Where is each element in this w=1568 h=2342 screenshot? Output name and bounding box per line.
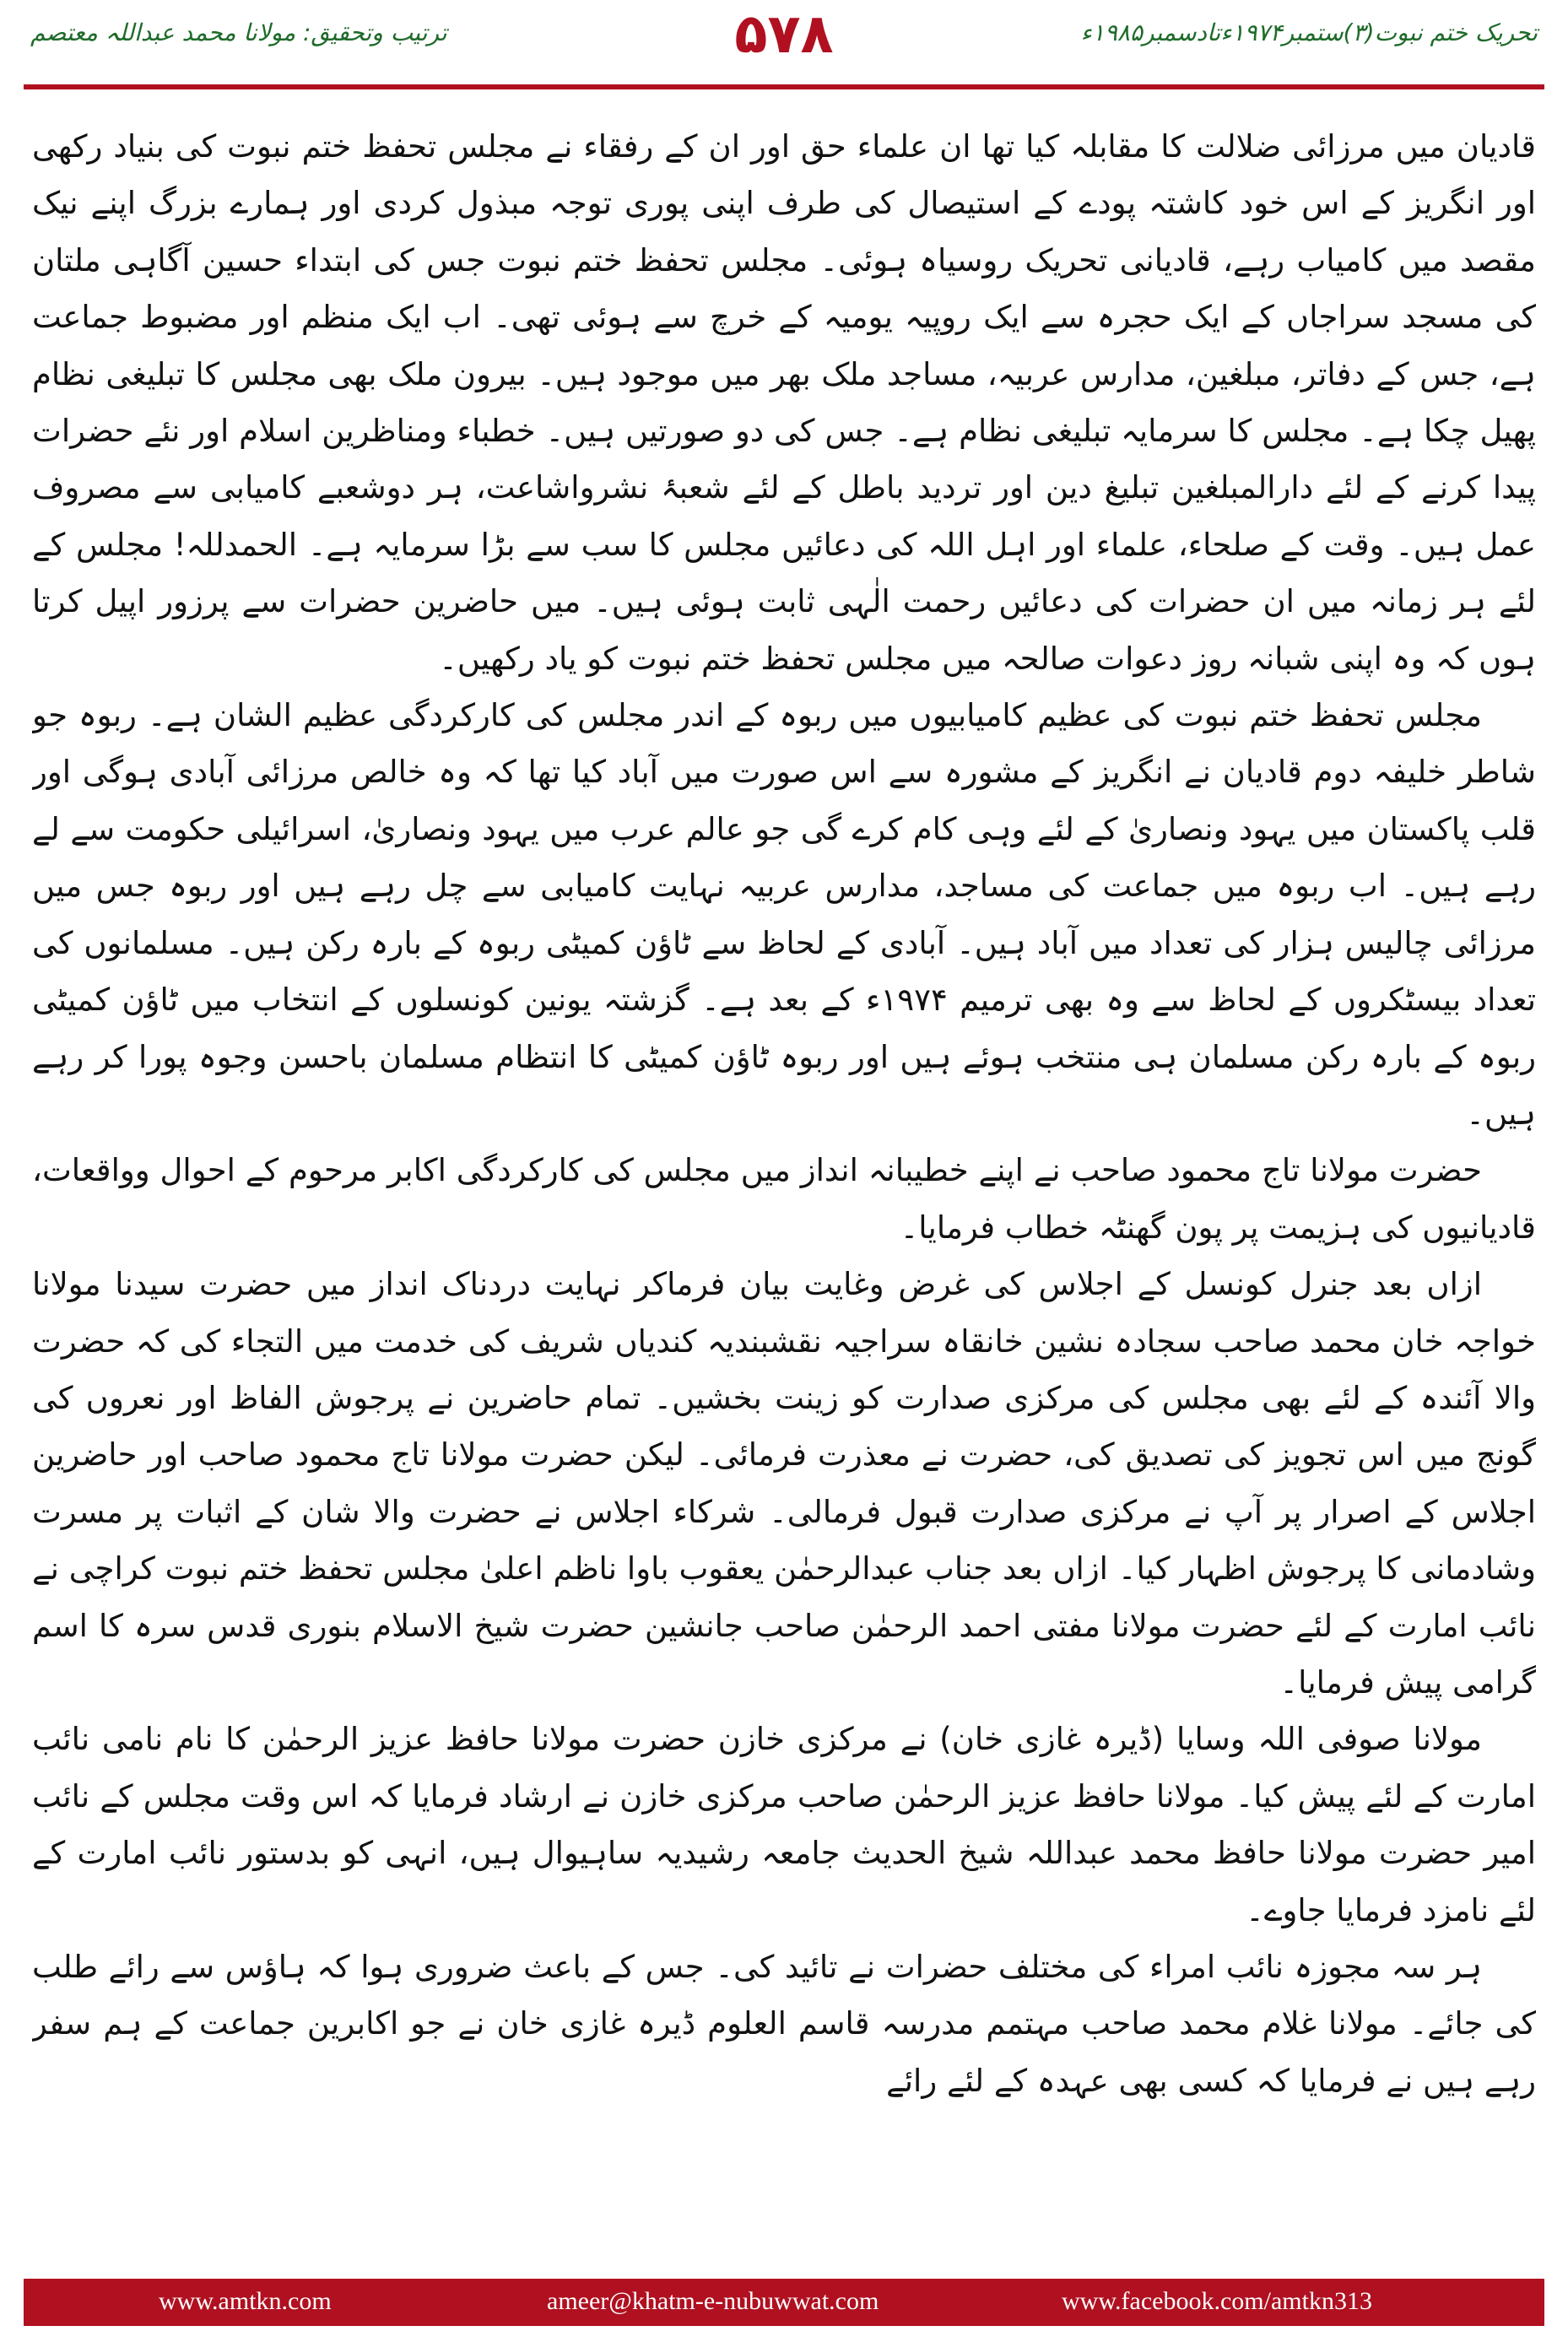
book-title: تحریک ختم نبوت(۳)ستمبر۱۹۷۴ءتادسمبر۱۹۸۵ء — [1080, 19, 1538, 46]
compiler-credit: ترتیب وتحقیق: مولانا محمد عبداللہ معتصم — [30, 19, 447, 46]
email-link[interactable]: ameer@khatm-e-nubuwwat.com — [547, 2287, 879, 2315]
page-number: ۵۷۸ — [734, 3, 834, 66]
paragraph: حضرت مولانا تاج محمود صاحب نے اپنے خطیبانہ انداز میں مجلس کی کارکردگی اکابر مرحوم کے احوال وواقعات، قادیانیوں کی ہزیمت پر پون گھنٹہ خطاب فرمایا۔ — [32, 1152, 1536, 1246]
page-header — [0, 0, 1568, 100]
paragraph: مجلس تحفظ ختم نبوت کی عظیم کامیابیوں میں ربوہ کے اندر مجلس کی کارکردگی عظیم الشان ہے۔ ربوہ جو شاطر خلیفہ دوم قادیان نے انگریز کے مشورہ سے اس صورت میں آباد کیا تھا کہ وہ خالص مرزائی آبادی ہوگی اور قلب پاکستان میں یہود ونصاریٰ کے لئے وہی کام کرے گی جو عالم عرب میں یہود ونصاریٰ، اسرائیلی حکومت سے لے رہے ہیں۔ اب ربوہ میں جماعت کی مساجد، مدارس عربیہ نہایت کامیابی سے چل رہے ہیں اور ربوہ جس میں مرزائی چالیس ہزار کی تعداد میں آباد ہیں۔ آبادی کے لحاظ سے ٹاؤن کمیٹی ربوہ کے بارہ رکن ہیں۔ مسلمانوں کی تعداد بیسٹکروں کے لحاظ سے وہ بھی ترمیم ۱۹۷۴ء کے بعد ہے۔ گزشتہ یونین کونسلوں کے انتخاب میں ٹاؤن کمیٹی ربوہ کے بارہ رکن مسلمان ہی منتخب ہوئے ہیں اور ربوہ ٹاؤن کمیٹی کا انتظام مسلمان باحسن وجوہ پورا کر رہے ہیں۔ — [32, 697, 1536, 1132]
paragraph: ازاں بعد جنرل کونسل کے اجلاس کی غرض وغایت بیان فرماکر نہایت دردناک انداز میں حضرت سیدنا مولانا خواجہ خان محمد صاحب سجادہ نشین خانقاہ سراجیہ نقشبندیہ کندیاں شریف کی خدمت میں التجاء کی کہ حضرت والا آئندہ کے لئے بھی مجلس کی مرکزی صدارت کو زینت بخشیں۔ تمام حاضرین نے پرجوش الفاظ اور نعروں کی گونج میں اس تجویز کی تصدیق کی، حضرت نے معذرت فرمائی۔ لیکن حضرت مولانا تاج محمود صاحب اور حاضرین اجلاس کے اصرار پر آپ نے مرکزی صدارت قبول فرمالی۔ شرکاء اجلاس نے حضرت والا شان کے اثبات پر مسرت وشادمانی کا پرجوش اظہار کیا۔ ازاں بعد جناب عبدالرحمٰن یعقوب باوا ناظم اعلیٰ مجلس تحفظ ختم نبوت کراچی نے نائب امارت کے لئے حضرت مولانا مفتی احمد الرحمٰن صاحب جانشین حضرت شیخ الاسلام بنوری قدس سرہ کا اسم گرامی پیش فرمایا۔ — [32, 1266, 1536, 1701]
facebook-link[interactable]: www.facebook.com/amtkn313 — [1062, 2287, 1372, 2315]
website-link[interactable]: www.amtkn.com — [159, 2287, 332, 2315]
page-body — [32, 118, 1536, 2262]
paragraph: قادیان میں مرزائی ضلالت کا مقابلہ کیا تھا ان علماء حق اور ان کے رفقاء نے مجلس تحفظ ختم نبوت کی بنیاد رکھی اور انگریز کے اس خود کاشتہ پودے کے استیصال کی طرف اپنی پوری توجہ مبذول کردی اور ہمارے بزرگ اپنے نیک مقصد میں کامیاب رہے، قادیانی تحریک روسیاہ ہوئی۔ مجلس تحفظ ختم نبوت جس کی ابتداء حسین آگاہی ملتان کی مسجد سراجاں کے ایک حجرہ سے ایک روپیہ یومیہ کے خرچ سے ہوئی تھی۔ اب ایک منظم اور مضبوط جماعت ہے، جس کے دفاتر، مبلغین، مدارس عربیہ، مساجد ملک بھر میں موجود ہیں۔ بیرون ملک بھی مجلس کا تبلیغی نظام پھیل چکا ہے۔ مجلس کا سرمایہ تبلیغی نظام ہے۔ جس کی دو صورتیں ہیں۔ خطباء ومناظرین اسلام اور نئے حضرات پیدا کرنے کے لئے دارالمبلغین تبلیغ دین اور تردید باطل کے لئے شعبۂ نشرواشاعت، ہر دوشعبے کامیابی سے مصروف عمل ہیں۔ وقت کے صلحاء، علماء اور اہل اللہ کی دعائیں مجلس کا سب سے بڑا سرمایہ ہے۔ الحمدللہ! مجلس کے لئے ہر زمانہ میں ان حضرات کی دعائیں رحمت الٰہی ثابت ہوئی ہیں۔ میں حاضرین حضرات سے پرزور اپیل کرتا ہوں کہ وہ اپنی شبانہ روز دعوات صالحہ میں مجلس تحفظ ختم نبوت کو یاد رکھیں۔ — [32, 128, 1536, 677]
paragraph: ہر سہ مجوزہ نائب امراء کی مختلف حضرات نے تائید کی۔ جس کے باعث ضروری ہوا کہ ہاؤس سے رائے طلب کی جائے۔ مولانا غلام محمد صاحب مہتمم مدرسہ قاسم العلوم ڈیرہ غازی خان نے جو اکابرین جماعت کے ہم سفر رہے ہیں نے فرمایا کہ کسی بھی عہدہ کے لئے رائے — [32, 1949, 1536, 2099]
header-divider — [24, 84, 1544, 89]
page-footer — [24, 2279, 1544, 2326]
paragraph: مولانا صوفی اللہ وسایا (ڈیرہ غازی خان) نے مرکزی خازن حضرت مولانا حافظ عزیز الرحمٰن کا نام نامی نائب امارت کے لئے پیش کیا۔ مولانا حافظ عزیز الرحمٰن صاحب مرکزی خازن نے ارشاد فرمایا کہ اس وقت مجلس کے نائب امیر حضرت مولانا حافظ محمد عبداللہ شیخ الحدیث جامعہ رشیدیہ ساہیوال ہیں، انہی کو بدستور نائب امارت کے لئے نامزد فرمایا جاوے۔ — [32, 1721, 1536, 1928]
